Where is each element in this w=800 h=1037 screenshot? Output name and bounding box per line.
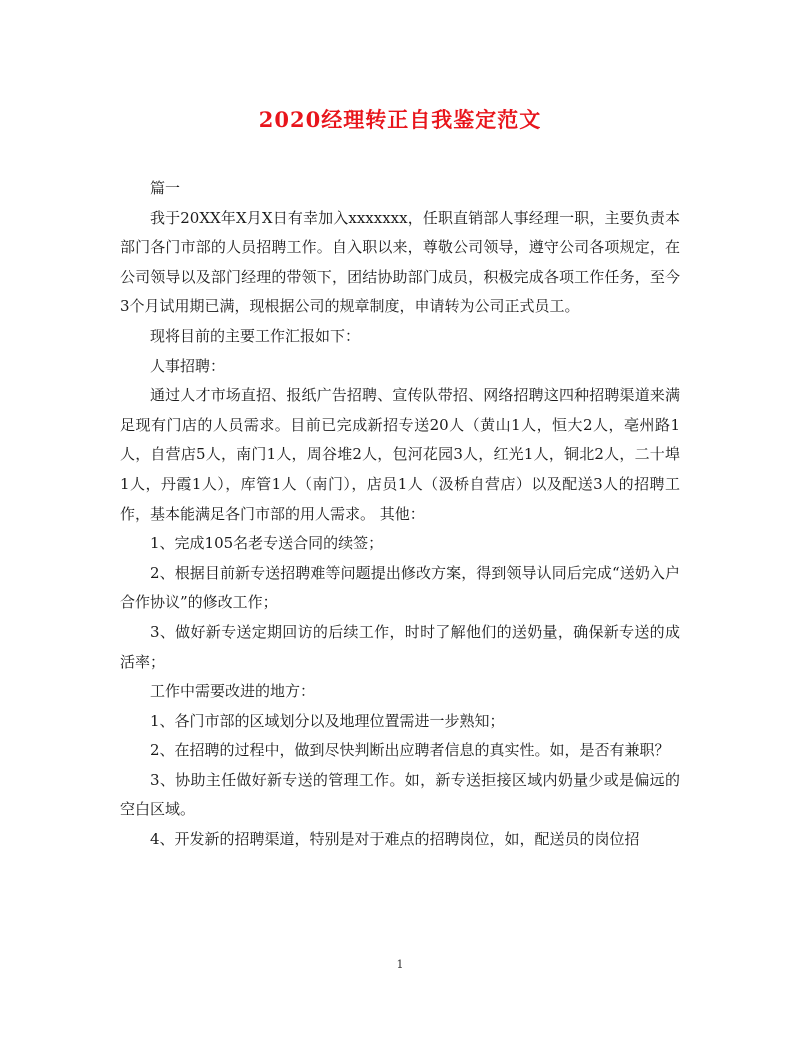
paragraph: 工作中需要改进的地方： bbox=[150, 682, 316, 701]
paragraph: 4、开发新的招聘渠道，特别是对于难点的招聘岗位，如，配送员的岗位招 bbox=[150, 830, 640, 849]
paragraph: 人事招聘： bbox=[150, 356, 226, 375]
document-title: 2020经理转正自我鉴定范文 bbox=[258, 107, 542, 132]
paragraph: 1、完成105名老专送合同的续签； bbox=[150, 534, 384, 553]
paragraph: 3、协助主任做好新专送的管理工作。如，新专送拒接区域内奶量少或是偏远的空白区域。 bbox=[120, 770, 680, 819]
paragraph: 通过人才市场直招、报纸广告招聘、宣传队带招、网络招聘这四种招聘渠道来满足现有门店的人员需求。目前已完成新招专送20人（黄山1人，恒大2人，亳州路1人，自营店5人，南门1人，周谷堆2人，包河花园3人，红光1人，铜北2人，二十埠1人，丹霞1人），库管1人（南门），店员1人（汲桥自营店）以及配送3人的招聘工作，基本能满足各门市部的用人需求。 其他： bbox=[120, 386, 680, 523]
document-body bbox=[120, 174, 680, 855]
paragraph: 2、在招聘的过程中，做到尽快判断出应聘者信息的真实性。如，是否有兼职？ bbox=[150, 741, 670, 760]
page-number: 1 bbox=[396, 958, 404, 971]
paragraph: 我于20XX年X月X日有幸加入xxxxxxx，任职直销部人事经理一职，主要负责本部门各门市部的人员招聘工作。自入职以来，尊敬公司领导，遵守公司各项规定，在公司领导以及部门经理的带领下，团结协助部门成员，积极完成各项工作任务，至今3个月试用期已满，现根据公司的规章制度，申请转为公司正式员工。 bbox=[120, 208, 680, 316]
paragraph: 2、根据目前新专送招聘难等问题提出修改方案，得到领导认同后完成“送奶入户合作协议”的修改工作； bbox=[120, 563, 680, 612]
paragraph: 3、做好新专送定期回访的后续工作，时时了解他们的送奶量，确保新专送的成活率； bbox=[120, 622, 680, 671]
paragraph: 1、各门市部的区域划分以及地理位置需进一步熟知； bbox=[150, 711, 505, 730]
paragraph: 现将目前的主要工作汇报如下： bbox=[150, 326, 361, 345]
paragraph: 篇一 bbox=[150, 179, 181, 197]
